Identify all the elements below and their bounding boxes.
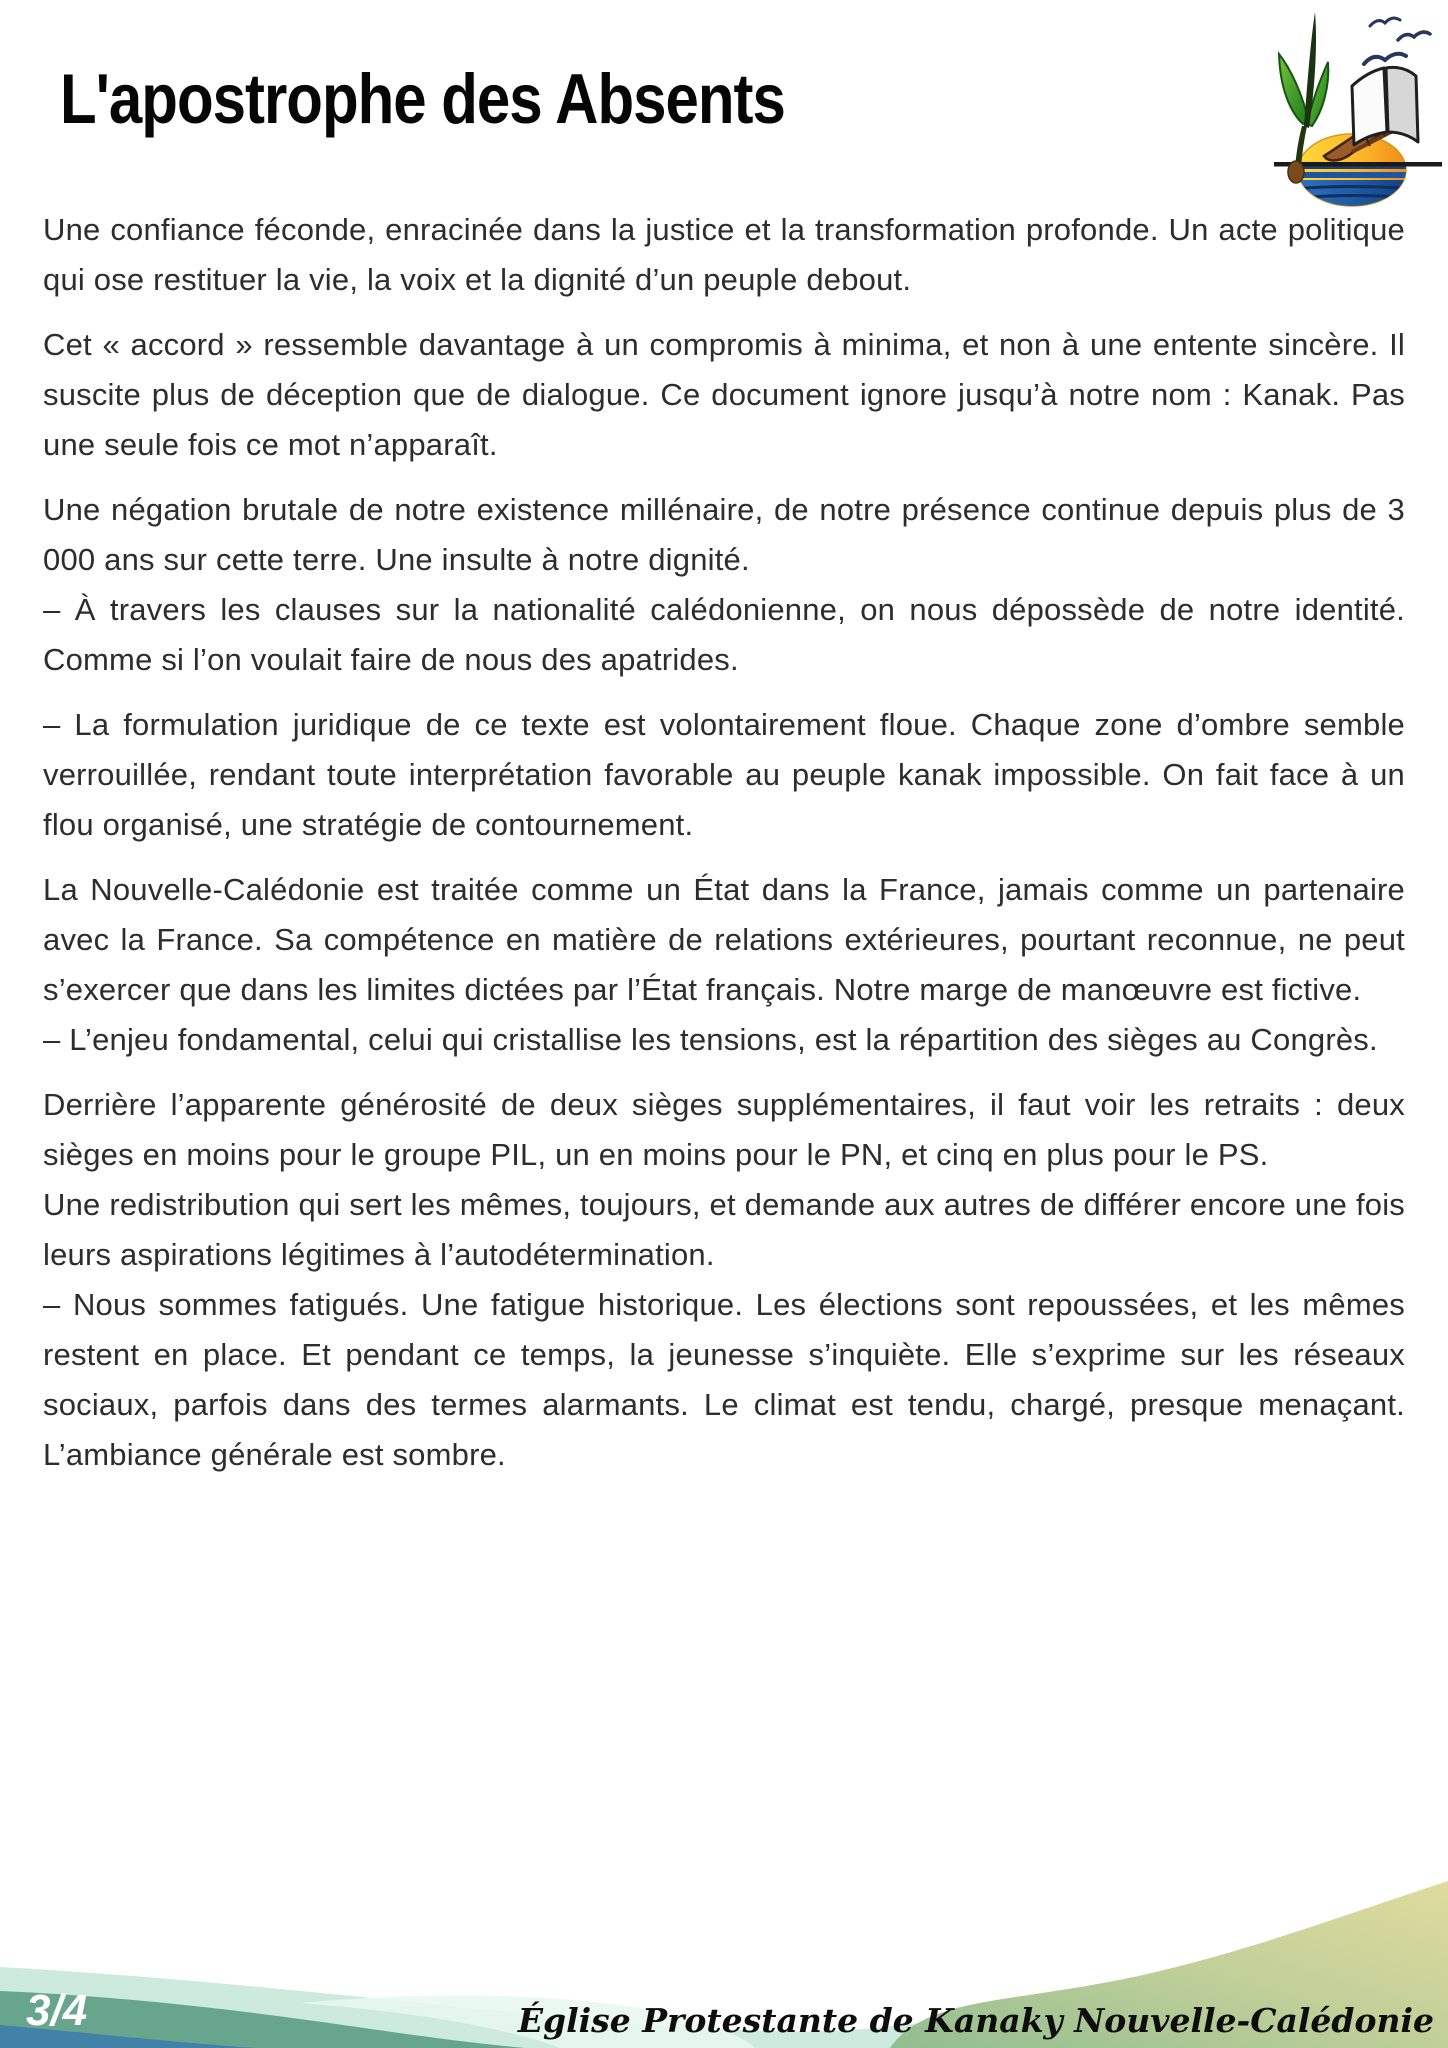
page-header <box>0 0 1448 205</box>
paragraph: Une confiance féconde, enracinée dans la justice et la transformation profonde. Un acte politique qui ose restituer la vie, la voix et la dignité d’un peuple debout. <box>43 212 1405 297</box>
page-footer <box>0 1855 1448 2048</box>
paragraph: La Nouvelle-Calédonie est traitée comme un État dans la France, jamais comme un partenaire avec la France. Sa compétence en matière de relations extérieures, pourtant reconnue, ne peut s’exercer que dans les limites dictées par l’État français. Notre marge de manœuvre est fictive. <box>43 872 1405 1007</box>
page-number: 3/4 <box>26 1986 88 2035</box>
paragraph: – Nous sommes fatigués. Une fatigue historique. Les élections sont repoussées, et les mêmes restent en place. Et pendant ce temps, la jeunesse s’inquiète. Elle s’exprime sur les réseaux sociaux, parfois dans des termes alarmants. Le climat est tendu, chargé, presque menaçant. L’ambiance générale est sombre. <box>43 1287 1405 1472</box>
page-title: L'apostrophe des Absents <box>60 59 785 139</box>
organization-name: Église Protestante de Kanaky Nouvelle-Calédonie <box>517 2001 1434 2040</box>
paragraph: Une négation brutale de notre existence millénaire, de notre présence continue depuis plus de 3 000 ans sur cette terre. Une insulte à notre dignité. <box>43 492 1405 577</box>
church-logo-graphic <box>1252 6 1444 208</box>
paragraph: – À travers les clauses sur la nationalité calédonienne, on nous dépossède de notre identité. Comme si l’on voulait faire de nous des apatrides. <box>43 592 1405 677</box>
paragraph: – La formulation juridique de ce texte est volontairement floue. Chaque zone d’ombre semble verrouillée, rendant toute interprétation favorable au peuple kanak impossible. On fait face à un flou organisé, une stratégie de contournement. <box>43 707 1405 842</box>
paragraph: – L’enjeu fondamental, celui qui cristallise les tensions, est la répartition des sièges au Congrès. <box>43 1022 1378 1057</box>
church-logo <box>1252 6 1444 208</box>
paragraph: Une redistribution qui sert les mêmes, toujours, et demande aux autres de différer encore une fois leurs aspirations légitimes à l’autodétermination. <box>43 1187 1405 1272</box>
paragraph: Derrière l’apparente générosité de deux sièges supplémentaires, il faut voir les retraits : deux sièges en moins pour le groupe PIL, un en moins pour le PN, et cinq en plus pour le PS. <box>43 1087 1405 1172</box>
document-body <box>43 205 1405 1480</box>
paragraph: Cet « accord » ressemble davantage à un compromis à minima, et non à une entente sincère. Il suscite plus de déception que de dialogue. Ce document ignore jusqu’à notre nom : Kanak. Pas une seule fois ce mot n’apparaît. <box>43 327 1405 462</box>
